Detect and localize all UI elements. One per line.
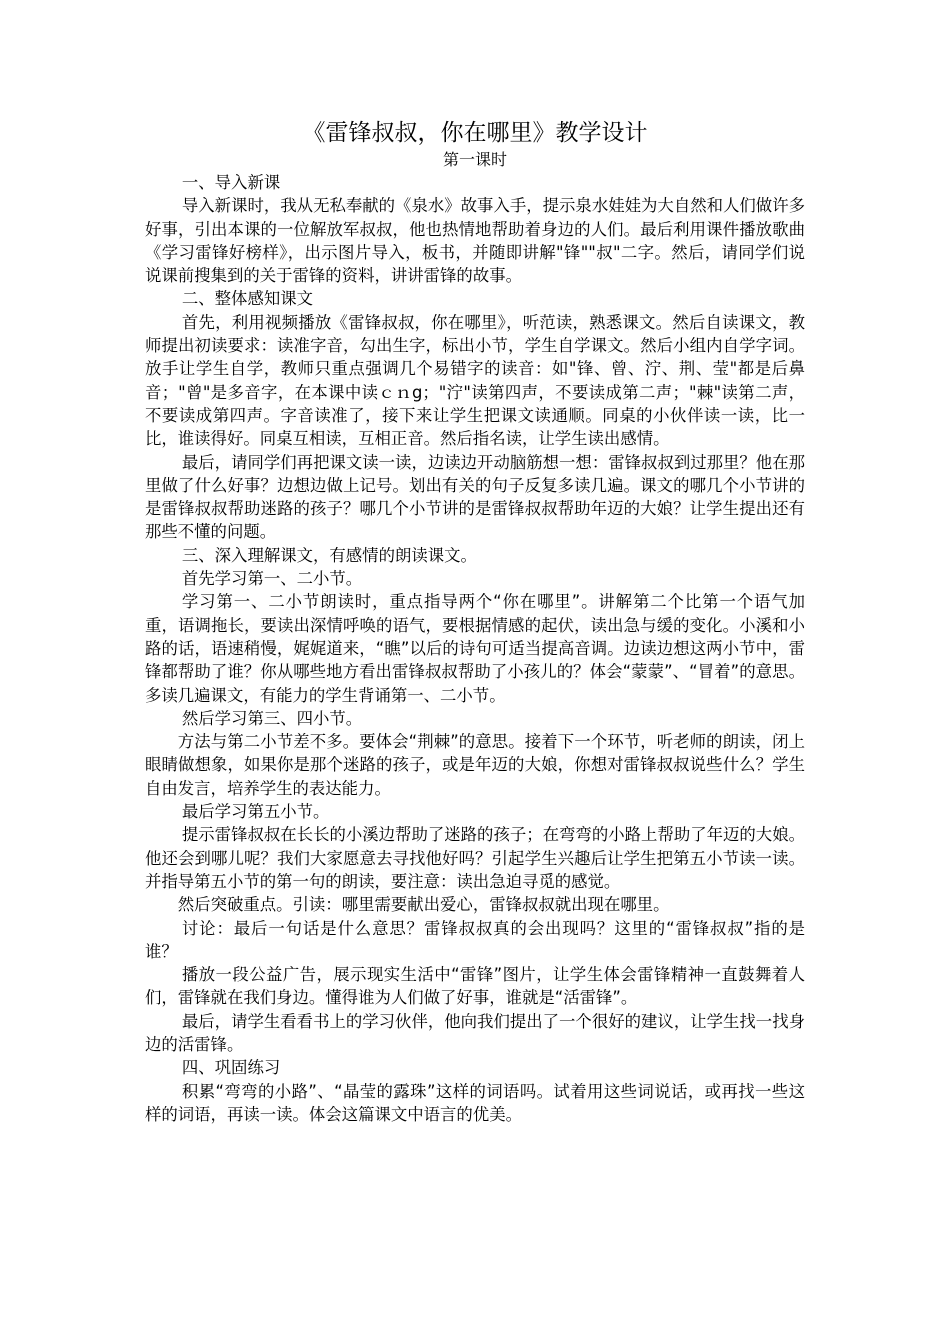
section-heading-deep-reading: 三、深入理解课文，有感情的朗读课文。 [181,545,477,565]
paragraph-study-sections-1-2: 首先学习第一、二小节。 [181,569,363,589]
paragraph-learning-partner: 最后，请学生看看书上的学习伙伴，他向我们提出了一个很好的建议，让学生找一找身边的活雷锋。 [145,1011,805,1054]
paragraph-study-sections-3-4: 然后学习第三、四小节。 [181,708,363,728]
paragraph-discussion: 讨论：最后一句话是什么意思？雷锋叔叔真的会出现吗？这里的“雷锋叔叔”指的是谁？ [145,918,805,961]
paragraph-key-point: 然后突破重点。引读：哪里需要献出爱心，雷锋叔叔就出现在哪里。 [177,895,670,915]
paragraph-study-section-5: 最后学习第五小节。 [181,802,330,822]
section-heading-practice: 四、巩固练习 [181,1058,281,1078]
paragraph-sections-1-2-detail: 学习第一、二小节朗读时，重点指导两个“你在哪里”。讲解第二个比第一个语气加重，语调拖长，要读出深情呼唤的语气，要根据情感的起伏，读出急与缓的变化。小溪和小路的话，语速稍慢，娓娓道来，“瞧”以后的诗句可适当提高音调。边读边想这两小节中，雷锋都帮助了谁？你从哪些地方看出雷锋叔叔帮助了小孩儿的？体会“蒙蒙”、“冒着”的意思。多读几遍课文，有能力的学生背诵第一、二小节。 [145,592,805,705]
document-page [145,117,805,1126]
paragraph-sections-3-4-detail: 方法与第二小节差不多。要体会“荆棘”的意思。接着下一个环节，听老师的朗读，闭上眼睛做想象，如果你是那个迷路的孩子，或是年迈的大娘，你想对雷锋叔叔说些什么？学生自由发言，培养学生的表达能力。 [145,732,805,798]
paragraph-overview-last: 最后，请同学们再把课文读一读，边读边开动脑筋想一想：雷锋叔叔到过那里？他在那里做了什么好事？边想边做上记号。划出有关的句子反复多读几遍。课文的哪几个小节讲的是雷锋叔叔帮助迷路的孩子？哪几个小节讲的是雷锋叔叔帮助年迈的大娘？让学生提出还有那些不懂的问题。 [145,452,805,542]
document-subtitle: 第一课时 [442,150,507,169]
section-heading-overview: 二、整体感知课文 [181,289,314,309]
paragraph-overview-first: 首先，利用视频播放《雷锋叔叔，你在哪里》，听范读，熟悉课文。然后自读课文，教师提出初读要求：读准字音，勾出生字，标出小节，学生自学课文。然后小组内自学字词。放手让学生自学，教师只重点强调几个易错字的读音：如"锋、曾、泞、荆、莹"都是后鼻音；"曾"是多音字，在本课中读ｃｎg；"泞"读第四声，不要读成第二声；"棘"读第二声，不要读成第四声。字音读准了，接下来让学生把课文读通顺。同桌的小伙伴读一读，比一比，谁读得好。同桌互相读，互相正音。然后指名读，让学生读出感情。 [145,312,805,449]
paragraph-practice: 积累“弯弯的小路”、“晶莹的露珠”这样的词语吗。试着用这些词说话，或再找一些这样的词语，再读一读。体会这篇课文中语言的优美。 [145,1081,805,1124]
paragraph-intro: 导入新课时，我从无私奉献的《泉水》故事入手，提示泉水娃娃为大自然和人们做许多好事，引出本课的一位解放军叔叔，他也热情地帮助着身边的人们。最后利用课件播放歌曲《学习雷锋好榜样》，出示图片导入，板书，并随即讲解"锋""叔"二字。然后，请同学们说说课前搜集到的关于雷锋的资料，讲讲雷锋的故事。 [145,196,805,286]
section-heading-intro: 一、导入新课 [181,173,281,192]
paragraph-section-5-detail: 提示雷锋叔叔在长长的小溪边帮助了迷路的孩子；在弯弯的小路上帮助了年迈的大娘。他还会到哪儿呢？我们大家愿意去寻找他好吗？引起学生兴趣后让学生把第五小节读一读。并指导第五小节的第一句的朗读，要注意：读出急迫寻觅的感觉。 [145,825,805,891]
document-title: 《雷锋叔叔，你在哪里》教学设计 [302,120,648,146]
paragraph-public-ad: 播放一段公益广告，展示现实生活中“雷锋”图片，让学生体会雷锋精神一直鼓舞着人们，雷锋就在我们身边。懂得谁为人们做了好事，谁就是“活雷锋”。 [145,965,805,1008]
